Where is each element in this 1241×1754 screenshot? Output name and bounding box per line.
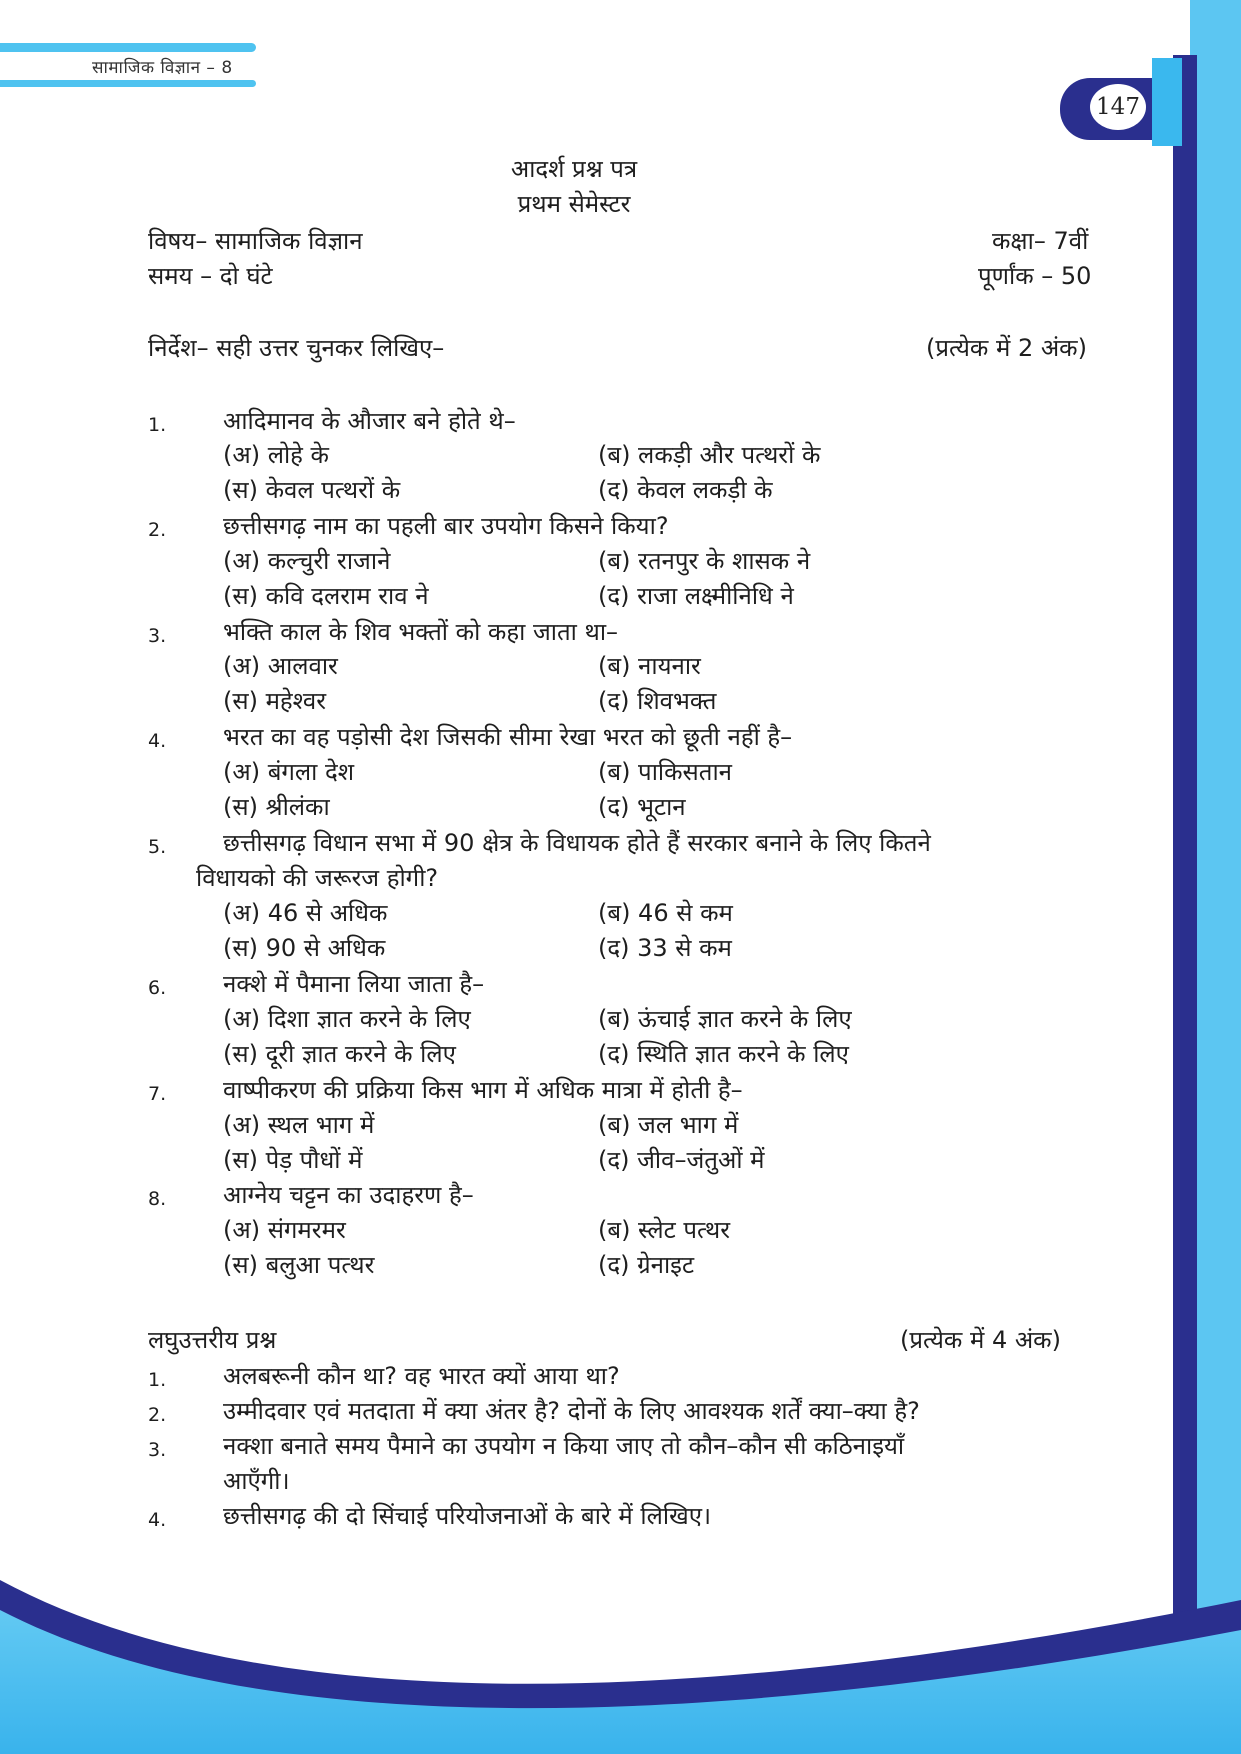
option-d: (द) 33 से कम [598, 934, 732, 962]
option-b: (ब) ऊंचाई ज्ञात करने के लिए [598, 1005, 852, 1033]
question-text: आदिमानव के औजार बने होते थे– [223, 407, 516, 435]
option-d: (द) शिवभक्त [598, 687, 717, 715]
option-d: (द) जीव–जंतुओं में [598, 1146, 765, 1174]
question-number: 4. [148, 730, 167, 752]
question-number: 7. [148, 1083, 167, 1105]
question-text: वाष्पीकरण की प्रक्रिया किस भाग में अधिक मात्रा में होती है– [223, 1076, 743, 1104]
question-text-continued: आएँगी। [223, 1467, 290, 1495]
question-text-continued: विधायको की जरूरज होगी? [196, 864, 439, 892]
running-head: सामाजिक विज्ञान – 8 [92, 58, 233, 78]
class-label: कक्षा– 7वीं [992, 227, 1089, 255]
option-a: (अ) कल्चुरी राजाने [223, 547, 391, 575]
time-label: समय – दो घंटे [148, 262, 273, 290]
question-number: 2. [148, 519, 167, 541]
option-d: (द) स्थिति ज्ञात करने के लिए [598, 1040, 849, 1068]
page-number: 147 [1090, 84, 1146, 130]
option-b: (ब) 46 से कम [598, 899, 733, 927]
option-b: (ब) रतनपुर के शासक ने [598, 547, 811, 575]
question-text: छत्तीसगढ़ की दो सिंचाई परियोजनाओं के बारे में लिखिए। [223, 1502, 712, 1530]
option-c: (स) बलुआ पत्थर [223, 1251, 375, 1279]
option-a: (अ) स्थल भाग में [223, 1111, 375, 1139]
question-text: छत्तीसगढ़ विधान सभा में 90 क्षेत्र के विधायक होते हैं सरकार बनाने के लिए कितने [223, 829, 931, 857]
option-c: (स) पेड़ पौधों में [223, 1146, 363, 1174]
question-text: छत्तीसगढ़ नाम का पहली बार उपयोग किसने किया? [223, 512, 669, 540]
question-number: 3. [148, 625, 167, 647]
option-b: (ब) लकड़ी और पत्थरों के [598, 441, 821, 469]
option-c: (स) महेश्वर [223, 687, 327, 715]
option-a: (अ) 46 से अधिक [223, 899, 388, 927]
question-text: भरत का वह पड़ोसी देश जिसकी सीमा रेखा भरत को छूती नहीं है– [223, 723, 793, 751]
question-number: 4. [148, 1509, 167, 1531]
option-c: (स) कवि दलराम राव ने [223, 582, 429, 610]
option-a: (अ) बंगला देश [223, 758, 355, 786]
question-text: नक्शे में पैमाना लिया जाता है– [223, 970, 485, 998]
option-a: (अ) आलवार [223, 652, 338, 680]
option-d: (द) ग्रेनाइट [598, 1251, 695, 1279]
option-c: (स) दूरी ज्ञात करने के लिए [223, 1040, 456, 1068]
subject-label: विषय– सामाजिक विज्ञान [148, 227, 363, 255]
option-a: (अ) संगमरमर [223, 1216, 346, 1244]
section1-marks: (प्रत्येक में 2 अंक) [926, 334, 1087, 362]
section2-marks: (प्रत्येक में 4 अंक) [900, 1326, 1061, 1354]
option-b: (ब) जल भाग में [598, 1111, 739, 1139]
option-c: (स) 90 से अधिक [223, 934, 386, 962]
question-text: भक्ति काल के शिव भक्तों को कहा जाता था– [223, 618, 619, 646]
option-a: (अ) लोहे के [223, 441, 329, 469]
option-a: (अ) दिशा ज्ञात करने के लिए [223, 1005, 471, 1033]
doc-title-line2: प्रथम सेमेस्टर [517, 190, 631, 218]
question-text: आग्नेय चट्टन का उदाहरण है– [223, 1181, 474, 1209]
question-number: 3. [148, 1439, 167, 1461]
page-tab-accent [1152, 58, 1182, 146]
section1-instruction: निर्देश– सही उत्तर चुनकर लिखिए– [148, 334, 445, 362]
option-b: (ब) नायनार [598, 652, 701, 680]
question-text: नक्शा बनाते समय पैमाने का उपयोग न किया जाए तो कौन–कौन सी कठिनाइयाँ [223, 1432, 905, 1460]
question-number: 8. [148, 1188, 167, 1210]
option-b: (ब) पाकिसतान [598, 758, 732, 786]
option-d: (द) केवल लकड़ी के [598, 476, 773, 504]
doc-title-line1: आदर्श प्रश्न पत्र [510, 155, 638, 183]
question-number: 6. [148, 977, 167, 999]
option-d: (द) भूटान [598, 793, 686, 821]
section2-heading: लघुउत्तरीय प्रश्न [148, 1326, 277, 1354]
option-c: (स) श्रीलंका [223, 793, 330, 821]
option-d: (द) राजा लक्ष्मीनिधि ने [598, 582, 794, 610]
option-b: (ब) स्लेट पत्थर [598, 1216, 731, 1244]
header-stripe-top [0, 43, 256, 52]
question-text: अलबरूनी कौन था? वह भारत क्यों आया था? [223, 1362, 620, 1390]
question-number: 2. [148, 1404, 167, 1426]
side-border-light [1190, 0, 1241, 1754]
side-border-dark [1173, 55, 1197, 1615]
header-stripe-bottom [0, 80, 256, 87]
question-text: उम्मीदवार एवं मतदाता में क्या अंतर है? दोनों के लिए आवश्यक शर्तें क्या–क्या है? [223, 1397, 920, 1425]
question-number: 1. [148, 1369, 167, 1391]
question-number: 1. [148, 414, 167, 436]
question-number: 5. [148, 836, 167, 858]
footer-wave [0, 1560, 1241, 1754]
option-c: (स) केवल पत्थरों के [223, 476, 401, 504]
total-marks-label: पूर्णांक – 50 [978, 262, 1092, 290]
